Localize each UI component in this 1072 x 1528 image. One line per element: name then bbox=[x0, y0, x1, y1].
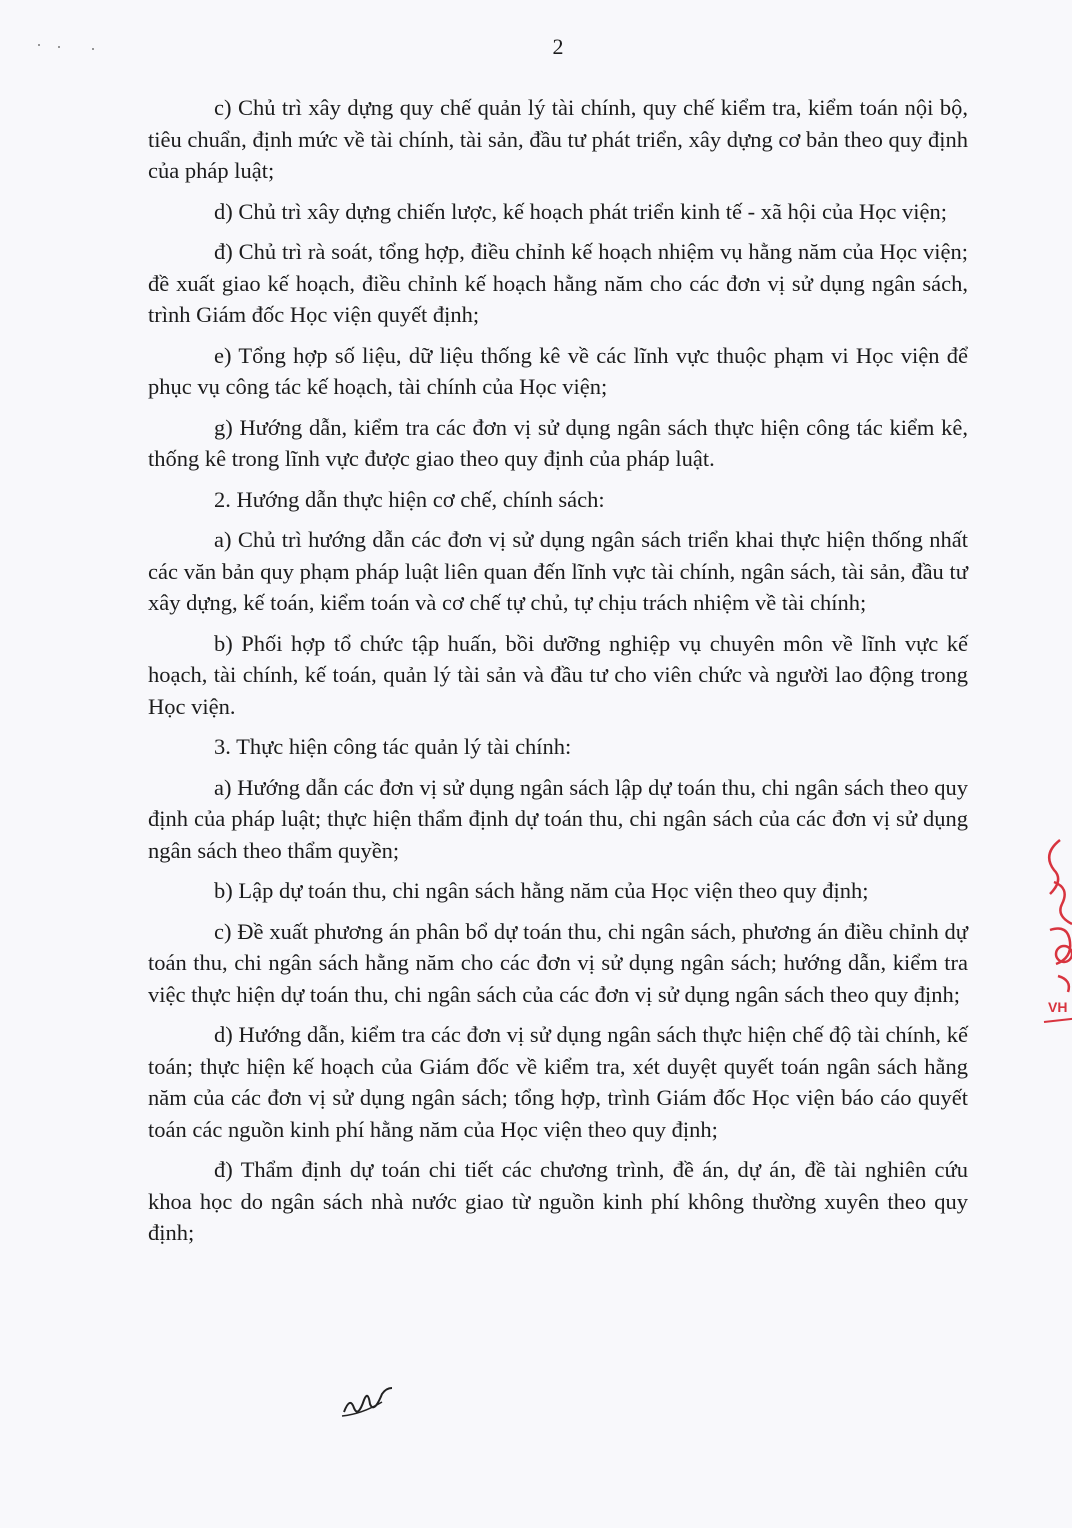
paragraph-1g: g) Hướng dẫn, kiểm tra các đơn vị sử dụng ngân sách thực hiện công tác kiểm kê, thống kê trong lĩnh vực được giao theo quy định của pháp luật. bbox=[148, 414, 968, 471]
paragraph-3d: d) Hướng dẫn, kiểm tra các đơn vị sử dụng ngân sách thực hiện chế độ tài chính, kế toán; thực hiện kế hoạch của Giám đốc về kiểm tra, xét duyệt quyết toán ngân sách hằng năm của các đơn vị sử dụng ngân sách; tổng hợp, trình Giám đốc Học viện báo cáo quyết toán các nguồn kinh phí hằng năm của Học viện theo quy định; bbox=[148, 1022, 968, 1142]
paragraph-3a: a) Hướng dẫn các đơn vị sử dụng ngân sách lập dự toán thu, chi ngân sách theo quy định của pháp luật; thực hiện thẩm định dự toán thu, chi ngân sách của các đơn vị sử dụng ngân sách theo thẩm quyền; bbox=[148, 774, 968, 863]
paragraph-1c: c) Chủ trì xây dựng quy chế quản lý tài chính, quy chế kiểm tra, kiểm toán nội bộ, tiêu chuẩn, định mức về tài chính, tài sản, đầu tư phát triển, xây dựng cơ bản theo quy định của pháp luật; bbox=[148, 95, 968, 183]
paragraph-3b: b) Lập dự toán thu, chi ngân sách hằng năm của Học viện theo quy định; bbox=[214, 878, 869, 903]
section-2-heading: 2. Hướng dẫn thực hiện cơ chế, chính sách: bbox=[214, 486, 605, 512]
paragraph-1d: d) Chủ trì xây dựng chiến lược, kế hoạch phát triển kinh tế - xã hội của Học viện; bbox=[214, 198, 947, 224]
paragraph-1e: e) Tổng hợp số liệu, dữ liệu thống kê về các lĩnh vực thuộc phạm vi Học viện để phục vụ công tác kế hoạch, tài chính của Học viện; bbox=[148, 342, 968, 399]
page-number: 2 bbox=[552, 34, 564, 59]
paragraph-3c: c) Đề xuất phương án phân bổ dự toán thu, chi ngân sách, phương án điều chỉnh dự toán thu, chi ngân sách hằng năm cho các đơn vị sử dụng ngân sách; hướng dẫn, kiểm tra việc thực hiện dự toán thu, chi ngân sách của các đơn vị sử dụng ngân sách theo quy định; bbox=[148, 918, 968, 1007]
paragraph-1dd: đ) Chủ trì rà soát, tổng hợp, điều chỉnh kế hoạch nhiệm vụ hằng năm của Học viện; đề xuất giao kế hoạch, điều chỉnh kế hoạch hằng năm cho các đơn vị sử dụng ngân sách, trình Giám đốc Học viện quyết định; bbox=[148, 239, 968, 327]
svg-text:VH: VH bbox=[1048, 999, 1068, 1015]
handwritten-initials bbox=[338, 1382, 398, 1422]
red-seal-stamp bbox=[1030, 830, 1072, 1030]
paragraph-2b: b) Phối hợp tổ chức tập huấn, bồi dưỡng nghiệp vụ chuyên môn về lĩnh vực kế hoạch, tài chính, kế toán, quản lý tài sản và đầu tư cho viên chức và người lao động trong Học viện. bbox=[148, 630, 968, 719]
body-text bbox=[148, 92, 968, 1258]
section-3-heading: 3. Thực hiện công tác quản lý tài chính: bbox=[214, 734, 572, 759]
paragraph-3dd: đ) Thẩm định dự toán chi tiết các chương trình, đề án, dự án, đề tài nghiên cứu khoa học do ngân sách nhà nước giao từ nguồn kinh phí không thường xuyên theo quy định; bbox=[148, 1157, 968, 1245]
paragraph-2a: a) Chủ trì hướng dẫn các đơn vị sử dụng ngân sách triển khai thực hiện thống nhất các văn bản quy phạm pháp luật liên quan đến lĩnh vực tài chính, ngân sách, tài sản, đầu tư xây dựng, kế toán, kiểm toán và cơ chế tự chủ, tự chịu trách nhiệm về tài chính; bbox=[148, 527, 968, 615]
